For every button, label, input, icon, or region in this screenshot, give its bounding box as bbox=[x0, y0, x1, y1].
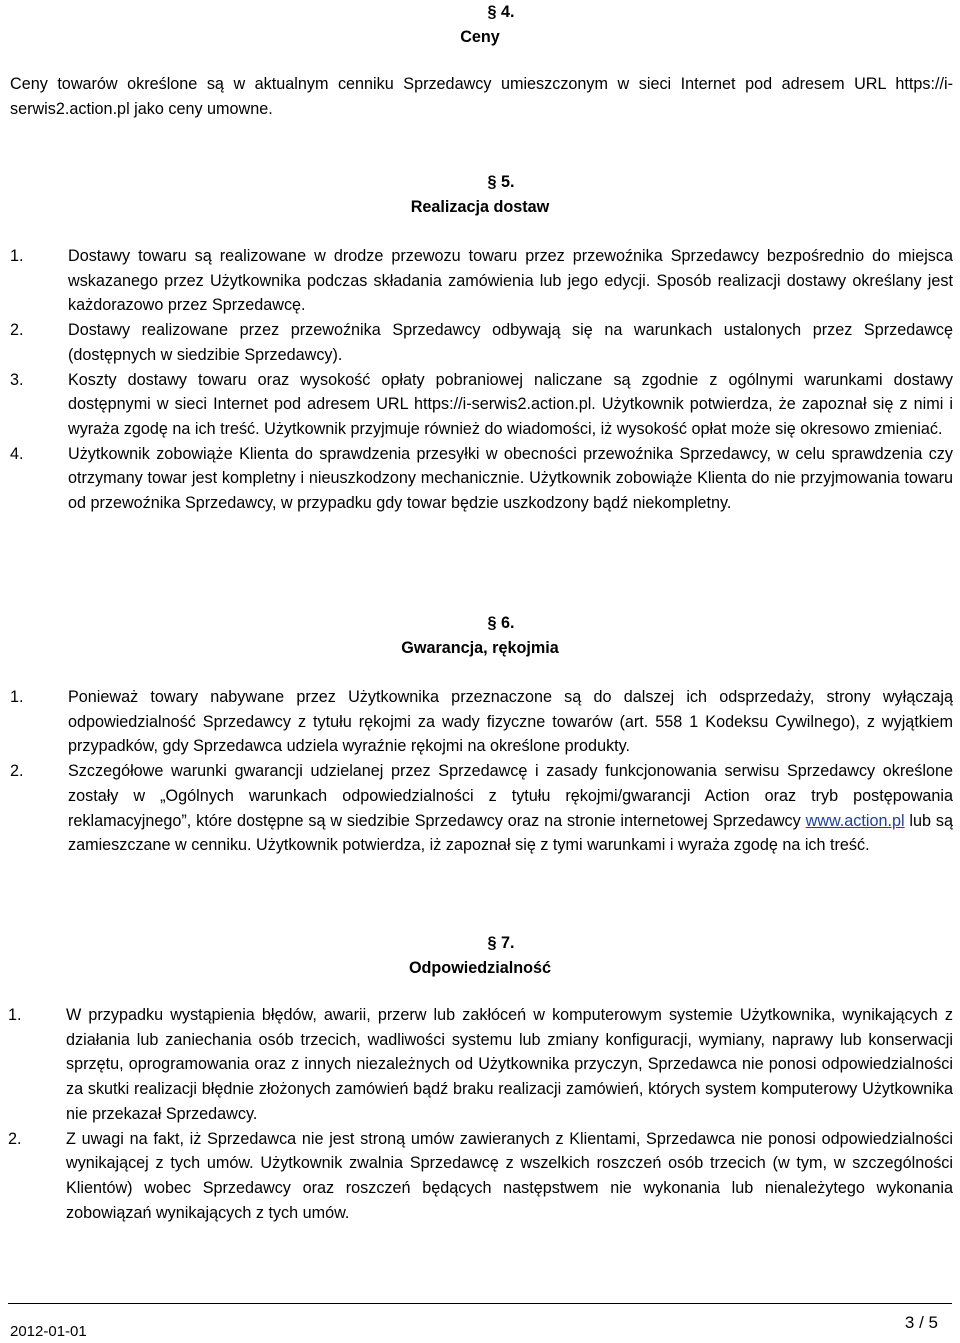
section-number: § 4. bbox=[487, 3, 515, 21]
list-item bbox=[10, 244, 953, 318]
list-item-number: 1. bbox=[8, 1006, 22, 1024]
list-item bbox=[8, 1003, 953, 1127]
section-number: § 5. bbox=[487, 173, 515, 191]
section-7-heading bbox=[0, 931, 960, 980]
footer-date: 2012-01-01 bbox=[10, 1323, 87, 1340]
section-title: Odpowiedzialność bbox=[408, 958, 552, 977]
list-item-number: 1. bbox=[10, 688, 24, 706]
section-title: Gwarancja, rękojmia bbox=[401, 638, 559, 657]
section-6-list bbox=[10, 685, 953, 858]
list-item-text: Szczegółowe warunki gwarancji udzielanej przez Sprzedawcę i zasady funkcjonowania serwisu Sprzedawcy określone zostały w „Ogólnych warunkach odpowiedzialności z tytułu rękojmi/gwarancji Action oraz tryb postępowania reklamacyjnego”, które dostępne są w siedzibie Sprzedawcy oraz na stronie internetowej Sprzedawcy bbox=[68, 762, 953, 830]
action-website-link[interactable]: www.action.pl bbox=[805, 811, 905, 830]
section-title: Realizacja dostaw bbox=[410, 197, 550, 216]
section-6-heading bbox=[0, 611, 960, 660]
list-item-text: Z uwagi na fakt, iż Sprzedawca nie jest stroną umów zawieranych z Klientami, Sprzedawca nie ponosi odpowiedzialności wynikającej z tych umów. Użytkownik zwalnia Sprzedawcę z wszelkich roszczeń osób trzecich (w tym, w szczególności Klientów) wobec Sprzedawcy oraz roszczeń będących następstwem nie wykonania lub nienależytego wykonania zobowiązań wynikających z tych umów. bbox=[66, 1129, 953, 1222]
list-item-text: Ponieważ towary nabywane przez Użytkownika przeznaczone są do dalszej ich odsprzedaży, strony wyłączają odpowiedzialność Sprzedawcy z tytułu rękojmi za wady fizyczne towarów (art. 558 1 Kodeksu Cywilnego), z wyjątkiem przypadków, gdy Sprzedawca udziela wyraźnie rękojmi na określone produkty. bbox=[68, 688, 953, 756]
list-item-text: lub są zamieszczane w cenniku. Użytkownik potwierdza, iż zapoznał się z tymi warunkami i wyraża zgodę na ich treść. bbox=[68, 811, 953, 855]
list-item-number: 2. bbox=[10, 321, 24, 340]
list-item-number: 2. bbox=[8, 1129, 22, 1148]
section-5-heading bbox=[0, 170, 960, 219]
section-4-heading bbox=[0, 0, 960, 49]
list-item-text: Użytkownik zobowiąże Klienta do sprawdzenia przesyłki w obecności przewoźnika Sprzedawcy, w celu sprawdzenia czy otrzymany towar jest kompletny i nieuszkodzony mechanicznie. Użytkownik zobowiąże Klienta do nie przyjmowania towaru od przewoźnika Sprzedawcy, w przypadku gdy towar będzie uszkodzony bądź niekompletny. bbox=[68, 444, 953, 513]
list-item bbox=[10, 759, 953, 858]
list-item-number: 4. bbox=[10, 444, 24, 463]
section-title: Ceny bbox=[460, 27, 500, 46]
section-5-list bbox=[10, 244, 953, 516]
section-number: § 6. bbox=[487, 614, 515, 632]
section-4-paragraph: Ceny towarów określone są w aktualnym cenniku Sprzedawcy umieszczonym w sieci Internet pod adresem URL https://i-serwis2.action.pl jako ceny umowne. bbox=[10, 75, 953, 118]
list-item bbox=[8, 1127, 953, 1226]
section-number: § 7. bbox=[487, 934, 515, 952]
list-item-number: 1. bbox=[10, 247, 24, 265]
list-item bbox=[10, 442, 953, 516]
list-item-number: 3. bbox=[10, 370, 24, 389]
list-item bbox=[10, 318, 953, 367]
list-item bbox=[10, 368, 953, 442]
section-7-list bbox=[8, 1003, 953, 1225]
list-item-text: Dostawy realizowane przez przewoźnika Sprzedawcy odbywają się na warunkach ustalonych przez Sprzedawcę (dostępnych w siedzibie Sprzedawcy). bbox=[68, 321, 953, 364]
list-item bbox=[10, 685, 953, 759]
list-item-text: W przypadku wystąpienia błędów, awarii, przerw lub zakłóceń w komputerowym systemie Użytkownika, wynikających z działania lub zaniechania osób trzecich, wadliwości systemu lub zmiany konfiguracji, wymiany, naprawy lub konserwacji sprzętu, oprogramowania oraz z innych niezależnych od Użytkownika przyczyn, Sprzedawca nie ponosi odpowiedzialności za skutki realizacji błędnie złożonych zamówień bądź braku realizacji zamówień, których system komputerowy Użytkownika nie przekazał Sprzedawcy. bbox=[66, 1006, 953, 1123]
list-item-number: 2. bbox=[10, 762, 24, 781]
list-item-text: Koszty dostawy towaru oraz wysokość opłaty pobraniowej naliczane są zgodnie z ogólnymi warunkami dostawy dostępnymi w sieci Internet pod adresem URL https://i-serwis2.action.pl. Użytkownik potwierdza, że zapoznał się z nimi i wyraża zgodę na ich treść. Użytkownik przyjmuje również do wiadomości, iż wysokość opłat może się okresowo zmieniać. bbox=[68, 370, 953, 438]
page-number: 3 / 5 bbox=[904, 1313, 938, 1332]
list-item-text: Dostawy towaru są realizowane w drodze przewozu towaru przez przewoźnika Sprzedawcy bezpośrednio do miejsca wskazanego przez Użytkownika podczas składania zamówienia lub jego edycji. Sposób realizacji dostawy określany jest każdorazowo przez Sprzedawcę. bbox=[68, 247, 953, 315]
footer-divider bbox=[8, 1303, 952, 1304]
